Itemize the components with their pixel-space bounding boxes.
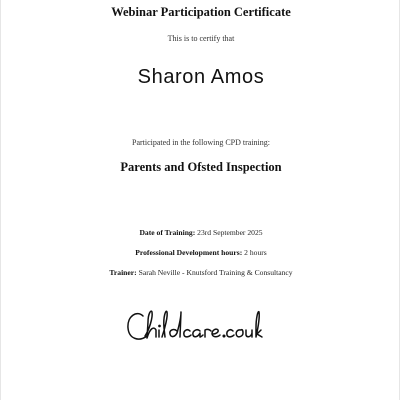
trainer-value: Sarah Neville - Knutsford Training & Consultancy	[138, 268, 293, 277]
training-date-value: 23rd September 2025	[197, 228, 263, 237]
trainer-line	[1, 268, 400, 277]
certificate-title: Webinar Participation Certificate	[111, 5, 291, 19]
cpd-hours-line	[1, 248, 400, 257]
cpd-hours-value: 2 hours	[244, 248, 267, 257]
training-date-line	[1, 228, 400, 237]
training-date-label: Date of Training:	[139, 228, 196, 237]
course-title: Parents and Ofsted Inspection	[120, 160, 282, 174]
participated-text: Participated in the following CPD training:	[132, 138, 270, 147]
trainer-label: Trainer:	[109, 268, 137, 277]
recipient-name: Sharon Amos	[137, 66, 265, 88]
cpd-hours-label: Professional Development hours:	[135, 248, 243, 257]
certify-intro-text: This is to certify that	[167, 34, 235, 43]
childcare-logo-signature	[125, 306, 275, 346]
